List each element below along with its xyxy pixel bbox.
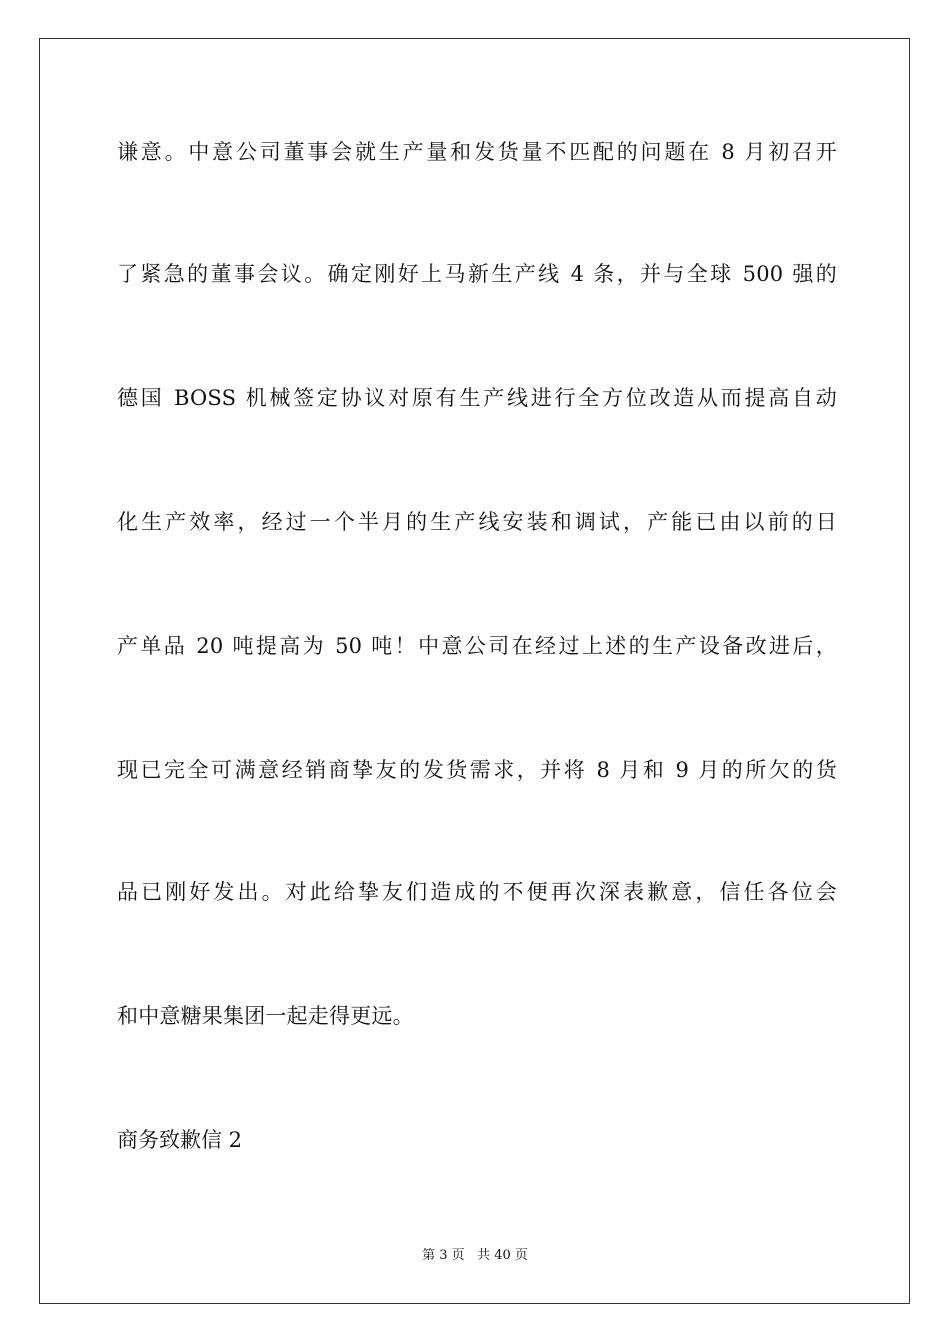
body-line-8: 和中意糖果集团一起走得更远。 xyxy=(117,1004,414,1028)
body-line-5: 产单品 20 吨提高为 50 吨！中意公司在经过上述的生产设备改进后， xyxy=(117,634,837,658)
body-line-6: 现已完全可满意经销商挚友的发货需求，并将 8 月和 9 月的所欠的货 xyxy=(117,758,837,782)
page-number-footer: 第 3 页 共 40 页 xyxy=(422,1248,528,1263)
page-border xyxy=(39,38,910,1304)
body-line-4: 化生产效率，经过一个半月的生产线安装和调试，产能已由以前的日 xyxy=(117,510,837,534)
section-heading: 商务致歉信 2 xyxy=(117,1128,243,1152)
body-line-7: 品已刚好发出。对此给挚友们造成的不便再次深表歉意，信任各位会 xyxy=(117,880,837,904)
body-line-1: 谦意。中意公司董事会就生产量和发货量不匹配的问题在 8 月初召开 xyxy=(117,140,837,164)
body-line-2: 了紧急的董事会议。确定刚好上马新生产线 4 条，并与全球 500 强的 xyxy=(117,262,837,286)
body-line-3: 德国 BOSS 机械签定协议对原有生产线进行全方位改造从而提高自动 xyxy=(117,386,837,410)
